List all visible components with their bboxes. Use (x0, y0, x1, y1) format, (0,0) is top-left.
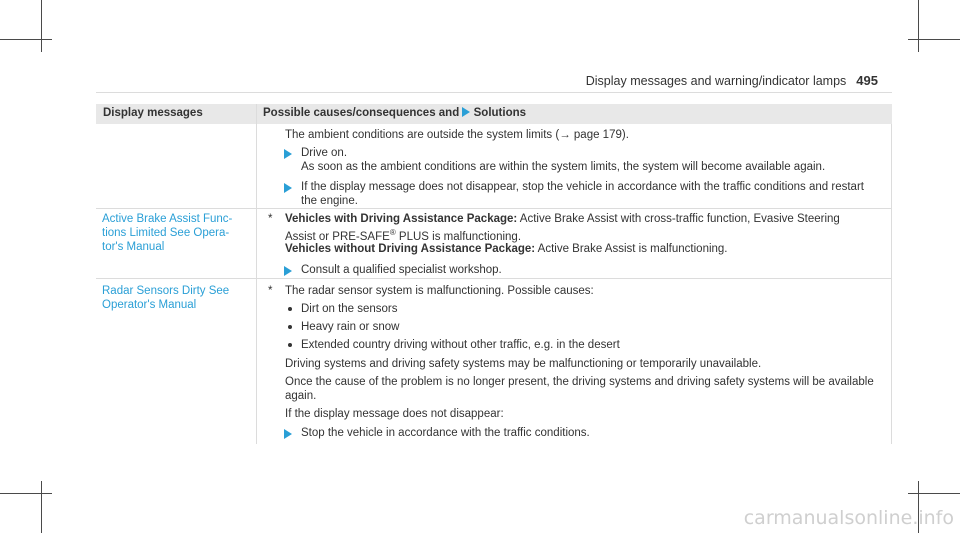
row2-message-line2: tions Limited See Opera- (102, 227, 230, 239)
crop-mark (0, 493, 52, 494)
row-divider (96, 278, 892, 279)
row2-with-text: Active Brake Assist with cross-traffic function, Evasive Steering (519, 213, 840, 225)
column-header-messages: Display messages (103, 107, 203, 119)
crop-mark (41, 481, 42, 533)
row3-bullet: Extended country driving without other traffic, e.g. in the desert (301, 339, 620, 351)
action-arrow-icon (284, 429, 292, 439)
crop-mark (41, 0, 42, 52)
row2-with-label: Vehicles with Driving Assistance Package: (285, 213, 518, 225)
row2-step: Consult a qualified specialist workshop. (301, 264, 502, 276)
column-header-causes: Possible causes/consequences and (263, 107, 460, 119)
row1-text: The ambient conditions are outside the system limits (→ page 179). (285, 129, 629, 141)
column-divider (891, 124, 892, 444)
row3-asterisk: * (268, 285, 273, 297)
row2-message-line1: Active Brake Assist Func- (102, 213, 233, 225)
bullet-icon (288, 343, 292, 347)
row2-without-package (285, 242, 728, 256)
row2-message-line3: tor's Manual (102, 241, 165, 253)
row3-bullet: Heavy rain or snow (301, 321, 400, 333)
crop-mark (908, 493, 960, 494)
row1-step2-line1: If the display message does not disappear, stop the vehicle in accordance with the traffic conditions and restart (301, 181, 864, 193)
action-arrow-icon (284, 266, 292, 276)
row3-message-line1: Radar Sensors Dirty See (102, 285, 230, 297)
row3-step: Stop the vehicle in accordance with the traffic conditions. (301, 427, 590, 439)
row3-bullet: Dirt on the sensors (301, 303, 398, 315)
row2-without-label: Vehicles without Driving Assistance Package: (285, 243, 536, 255)
row2-with-text2-post: PLUS is malfunctioning. (398, 230, 522, 243)
action-arrow-icon (284, 183, 292, 193)
row3-para2-line1: Once the cause of the problem is no longer present, the driving systems and driving safety systems will be available (285, 376, 874, 388)
row-divider (96, 208, 892, 209)
page-number: 495 (856, 73, 878, 88)
row2-without-text: Active Brake Assist is malfunctioning. (537, 243, 728, 255)
row2-asterisk: * (268, 213, 273, 225)
bullet-icon (288, 307, 292, 311)
row3-para3: If the display message does not disappear: (285, 408, 504, 420)
row3-message-line2: Operator's Manual (102, 299, 197, 311)
row3-para1: Driving systems and driving safety systems may be malfunctioning or temporarily unavailable. (285, 358, 762, 370)
running-header (586, 73, 878, 88)
column-header-solutions-label: Solutions (473, 107, 527, 119)
row1-step2-line2: the engine. (301, 195, 358, 207)
action-arrow-icon (284, 149, 292, 159)
action-arrow-icon (462, 107, 470, 117)
crop-mark (918, 0, 919, 52)
watermark: carmanualsonline.info (743, 507, 954, 529)
bullet-icon (288, 325, 292, 329)
table-header (96, 104, 892, 124)
row3-para2-line2: again. (285, 390, 317, 402)
crop-mark (908, 39, 960, 40)
crop-mark (0, 39, 52, 40)
header-title: Display messages and warning/indicator lamps (585, 74, 847, 88)
row1-step1-line1: Drive on. (301, 147, 348, 159)
header-rule (96, 92, 892, 93)
row1-step1-line2: As soon as the ambient conditions are within the system limits, the system will become available again. (301, 161, 826, 173)
row3-intro: The radar sensor system is malfunctioning. Possible causes: (285, 285, 594, 297)
row2-with-text2-pre: Assist or PRE-SAFE (285, 230, 390, 243)
row2-with-package (285, 212, 840, 226)
column-divider (256, 104, 257, 444)
column-header-solutions (263, 107, 526, 119)
registered-mark: ® (389, 228, 396, 237)
